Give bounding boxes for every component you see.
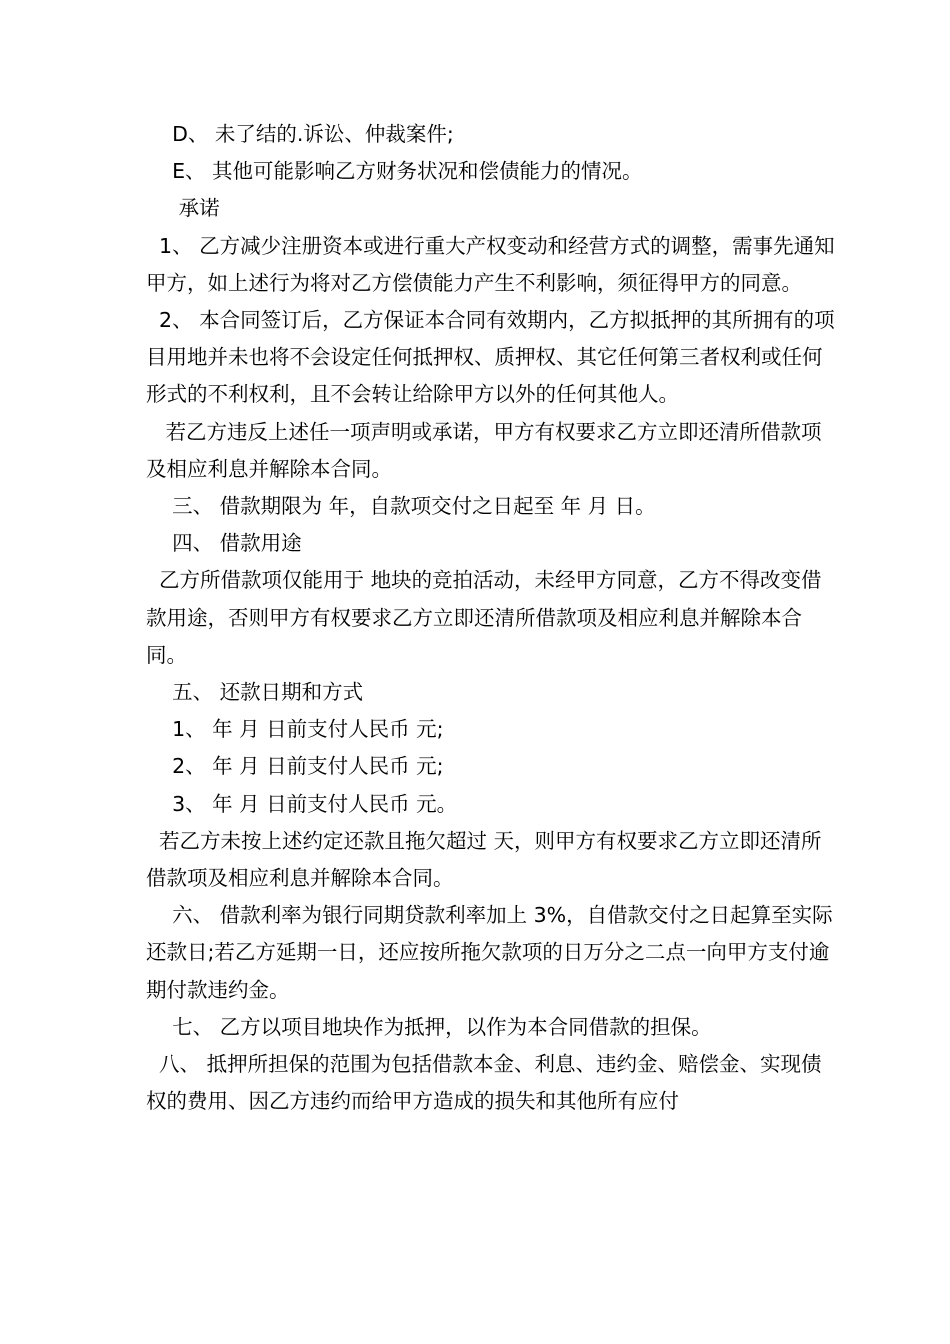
paragraph-breach-clause: 若乙方违反上述任一项声明或承诺，甲方有权要求乙方立即还清所借款项及相应利息并解除本合同。 (146, 419, 822, 481)
section-3-loan-term: 三、 借款期限为 年，自款项交付之日起至 年 月 日。 (146, 494, 656, 519)
paragraph-item-d: D、 未了结的.诉讼、仲裁案件; (146, 122, 454, 146)
section-7-collateral: 七、 乙方以项目地块作为抵押，以作为本合同借款的担保。 (146, 1014, 712, 1039)
paragraph-loan-purpose: 乙方所借款项仅能用于 地块的竞拍活动，未经甲方同意，乙方不得改变借款用途，否则甲方有权要求乙方立即还清所借款项及相应利息并解除本合同。 (146, 568, 822, 667)
paragraph-overdue-clause: 若乙方未按上述约定还款且拖欠超过 天，则甲方有权要求乙方立即还清所借款项及相应利息并解除本合同。 (146, 828, 822, 891)
repayment-item-1: 1、 年 月 日前支付人民币 元; (146, 717, 444, 742)
section-4-heading: 四、 借款用途 (146, 531, 302, 556)
repayment-item-2: 2、 年 月 日前支付人民币 元; (146, 754, 444, 779)
paragraph-item-e: E、 其他可能影响乙方财务状况和偿债能力的情况。 (146, 159, 643, 184)
document-body (146, 116, 836, 1120)
paragraph-promise-1: 1、 乙方减少注册资本或进行重大产权变动和经营方式的调整，需事先通知甲方，如上述行为将对乙方偿债能力产生不利影响，须征得甲方的同意。 (146, 233, 835, 295)
section-8-guarantee-scope: 八、 抵押所担保的范围为包括借款本金、利息、违约金、赔偿金、实现债权的费用、因乙方违约而给甲方造成的损失和其他所有应付 (146, 1052, 822, 1114)
section-5-heading: 五、 还款日期和方式 (146, 680, 364, 705)
repayment-item-3: 3、 年 月 日前支付人民币 元。 (146, 791, 458, 816)
paragraph-promise-2: 2、 本合同签订后，乙方保证本合同有效期内，乙方拟抵押的其所拥有的项目用地并未也将不会设定任何抵押权、质押权、其它任何第三者权利或任何形式的不利权利，且不会转让给除甲方以外的任何其他人。 (146, 308, 835, 407)
section-6-interest-rate: 六、 借款利率为银行同期贷款利率加上 3%，自借款交付之日起算至实际还款日;若乙方延期一日，还应按所拖欠款项的日万分之二点一向甲方支付逾期付款违约金。 (146, 903, 833, 1002)
section-heading-promise: 承诺 (146, 196, 220, 221)
